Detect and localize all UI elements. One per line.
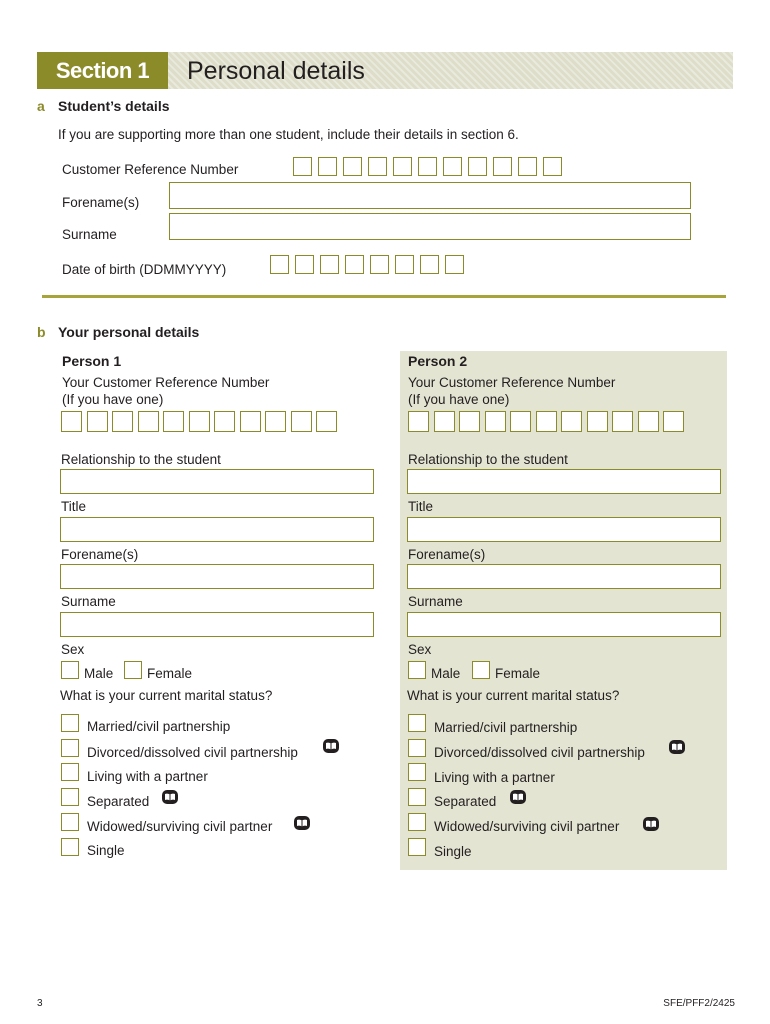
person-1-single-checkbox[interactable]: [61, 838, 79, 856]
person-2-sex-label: Sex: [408, 642, 432, 657]
book-icon: [322, 738, 340, 754]
book-icon: [161, 789, 179, 805]
part-a-title: Student’s details: [58, 98, 170, 114]
person-1-female-label: Female: [147, 666, 193, 681]
person-2-crn-label: Your Customer Reference Number: [408, 375, 616, 390]
part-a-letter: a: [37, 98, 45, 114]
person-2-heading: Person 2: [408, 353, 468, 369]
person-1-relationship-label: Relationship to the student: [61, 452, 221, 467]
book-icon: [668, 739, 686, 755]
person-1-heading: Person 1: [62, 353, 122, 369]
person-1-married-label: Married/civil partnership: [87, 719, 231, 734]
person-1-forenames-label: Forename(s): [61, 547, 139, 562]
person-1-forenames-field[interactable]: [60, 564, 374, 589]
person-2-title-label: Title: [408, 499, 434, 514]
person-1-surname-label: Surname: [61, 594, 116, 609]
student-dob-label: Date of birth (DDMMYYYY): [62, 262, 227, 277]
person-2-female-checkbox[interactable]: [472, 661, 490, 679]
form-code: SFE/PFF2/2425: [663, 998, 735, 1009]
person-2-relationship-label: Relationship to the student: [408, 452, 568, 467]
student-surname-label: Surname: [62, 227, 117, 242]
person-1-female-checkbox[interactable]: [124, 661, 142, 679]
page-number: 3: [37, 998, 43, 1009]
person-2-male-checkbox[interactable]: [408, 661, 426, 679]
person-1-marital-question: What is your current marital status?: [60, 688, 273, 703]
person-1-surname-field[interactable]: [60, 612, 374, 637]
person-1-living-checkbox[interactable]: [61, 763, 79, 781]
person-2-female-label: Female: [495, 666, 541, 681]
person-2-divorced-checkbox[interactable]: [408, 739, 426, 757]
person-1-title-label: Title: [61, 499, 87, 514]
person-2-divorced-label: Divorced/dissolved civil partnership: [434, 745, 645, 760]
person-2-single-checkbox[interactable]: [408, 838, 426, 856]
part-a-instruction: If you are supporting more than one student, include their details in section 6.: [58, 127, 519, 142]
person-2-widowed-checkbox[interactable]: [408, 813, 426, 831]
person-2-surname-label: Surname: [408, 594, 463, 609]
person-2-living-checkbox[interactable]: [408, 763, 426, 781]
section-divider: [42, 295, 726, 298]
person-2-separated-checkbox[interactable]: [408, 788, 426, 806]
person-1-single-label: Single: [87, 843, 125, 858]
person-1-male-label: Male: [84, 666, 114, 681]
person-1-crn-note: (If you have one): [62, 392, 164, 407]
person-2-single-label: Single: [434, 844, 472, 859]
person-2-crn-boxes[interactable]: [408, 411, 689, 432]
person-2-male-label: Male: [431, 666, 461, 681]
student-forenames-label: Forename(s): [62, 195, 140, 210]
person-1-relationship-field[interactable]: [60, 469, 374, 494]
part-b-letter: b: [37, 324, 46, 340]
person-1-widowed-label: Widowed/surviving civil partner: [87, 819, 273, 834]
person-2-marital-question: What is your current marital status?: [407, 688, 620, 703]
person-2-married-label: Married/civil partnership: [434, 720, 578, 735]
person-1-divorced-checkbox[interactable]: [61, 739, 79, 757]
book-icon: [509, 789, 527, 805]
section-header: [37, 52, 733, 89]
person-1-separated-checkbox[interactable]: [61, 788, 79, 806]
person-2-forenames-field[interactable]: [407, 564, 721, 589]
student-surname-field[interactable]: [169, 213, 691, 240]
student-crn-boxes[interactable]: [293, 157, 568, 176]
person-1-title-field[interactable]: [60, 517, 374, 542]
person-2-widowed-label: Widowed/surviving civil partner: [434, 819, 620, 834]
person-2-surname-field[interactable]: [407, 612, 721, 637]
section-title: Personal details: [187, 57, 365, 85]
person-2-relationship-field[interactable]: [407, 469, 721, 494]
person-1-crn-label: Your Customer Reference Number: [62, 375, 270, 390]
person-2-title-field[interactable]: [407, 517, 721, 542]
part-b-title: Your personal details: [58, 324, 200, 340]
student-dob-boxes[interactable]: [270, 255, 470, 274]
person-1-separated-label: Separated: [87, 794, 150, 809]
person-1-married-checkbox[interactable]: [61, 714, 79, 732]
student-crn-label: Customer Reference Number: [62, 162, 239, 177]
book-icon: [293, 815, 311, 831]
person-2-married-checkbox[interactable]: [408, 714, 426, 732]
person-1-crn-boxes[interactable]: [61, 411, 342, 432]
person-1-divorced-label: Divorced/dissolved civil partnership: [87, 745, 298, 760]
book-icon: [642, 816, 660, 832]
person-2-forenames-label: Forename(s): [408, 547, 486, 562]
person-1-sex-label: Sex: [61, 642, 85, 657]
person-1-living-label: Living with a partner: [87, 769, 208, 784]
person-1-widowed-checkbox[interactable]: [61, 813, 79, 831]
student-forenames-field[interactable]: [169, 182, 691, 209]
person-2-living-label: Living with a partner: [434, 770, 555, 785]
person-2-crn-note: (If you have one): [408, 392, 510, 407]
section-label: Section 1: [37, 52, 168, 89]
person-1-male-checkbox[interactable]: [61, 661, 79, 679]
person-2-separated-label: Separated: [434, 794, 497, 809]
